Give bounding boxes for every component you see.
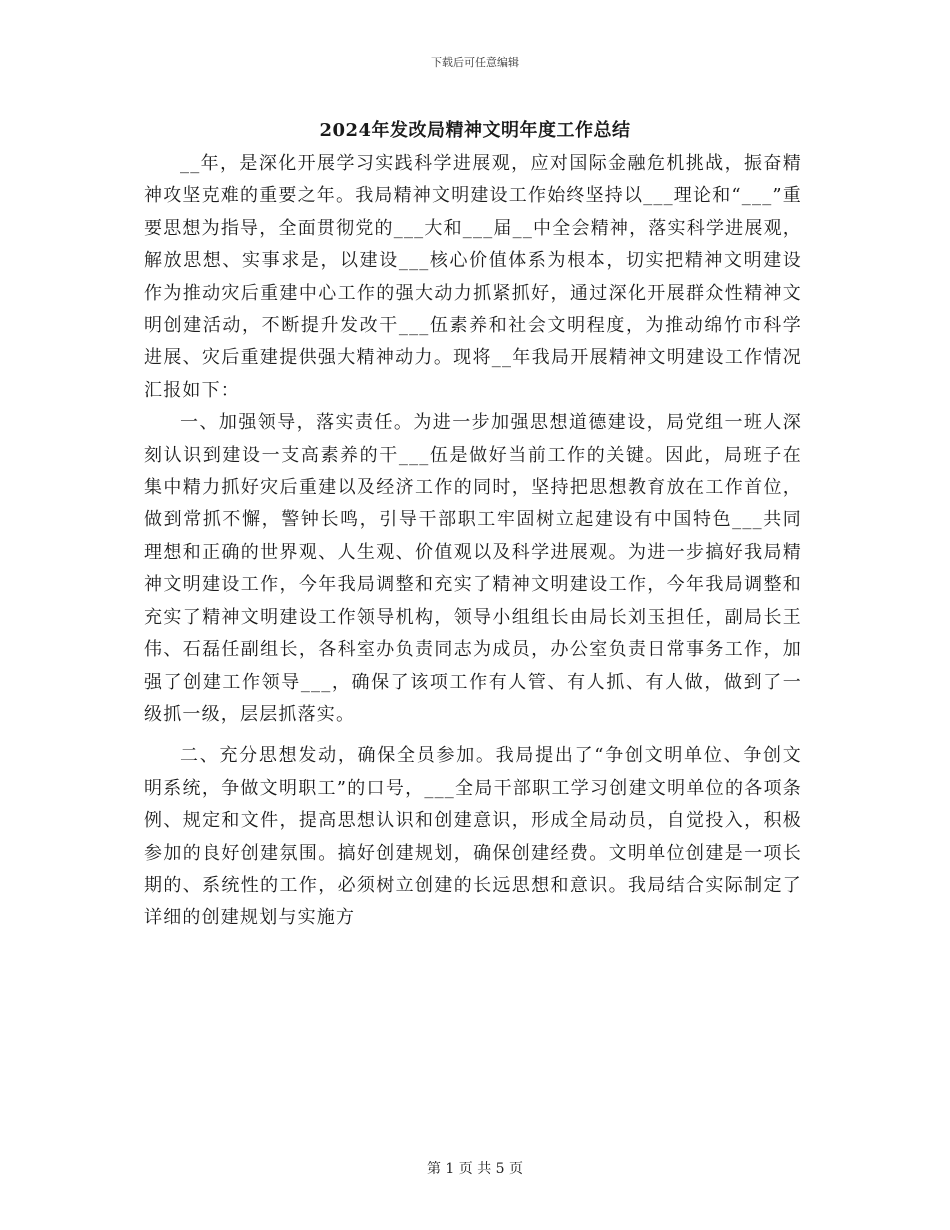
paragraph-section-2: 二、充分思想发动，确保全员参加。我局提出了“争创文明单位、争创文明系统，争做文明职工”的口号，___全局干部职工学习创建文明单位的各项条例、规定和文件，提高思想认识和创建意识，形成全局动员，自觉投入，积极参加的良好创建氛围。搞好创建规划，确保创建经费。文明单位创建是一项长期的、系统性的工作，必须树立创建的长远思想和意识。我局结合实际制定了详细的创建规划与实施方 [144, 745, 802, 929]
paragraph-section-1: 一、加强领导，落实责任。为进一步加强思想道德建设，局党组一班人深刻认识到建设一支高素养的干___伍是做好当前工作的关键。因此，局班子在集中精力抓好灾后重建以及经济工作的同时，坚持把思想教育放在工作首位，做到常抓不懈，警钟长鸣，引导干部职工牢固树立起建设有中国特色___共同理想和正确的世界观、人生观、价值观以及科学进展观。为进一步搞好我局精神文明建设工作，今年我局调整和充实了精神文明建设工作，今年我局调整和充实了精神文明建设工作领导机构，领导小组组长由局长刘玉担任，副局长王伟、石磊任副组长，各科室办负责同志为成员，办公室负责日常事务工作，加强了创建工作领导___，确保了该项工作有人管、有人抓、有人做，做到了一级抓一级，层层抓落实。 [144, 412, 802, 725]
document-title: 2024年发改局精神文明年度工作总结 [319, 120, 631, 141]
document-body [144, 148, 802, 935]
page-number: 第 1 页 共 5 页 [426, 1161, 524, 1177]
paragraph-intro: __年，是深化开展学习实践科学进展观，应对国际金融危机挑战，振奋精神攻坚克难的重要之年。我局精神文明建设工作始终坚持以___理论和“___”重要思想为指导，全面贯彻党的___大和___届__中全会精神，落实科学进展观，解放思想、实事求是，以建设___核心价值体系为根本，切实把精神文明建设作为推动灾后重建中心工作的强大动力抓紧抓好，通过深化开展群众性精神文明创建活动，不断提升发改干___伍素养和社会文明程度，为推动绵竹市科学进展、灾后重建提供强大精神动力。现将__年我局开展精神文明建设工作情况汇报如下： [144, 153, 803, 401]
header-note: 下载后可任意编辑 [431, 56, 519, 69]
